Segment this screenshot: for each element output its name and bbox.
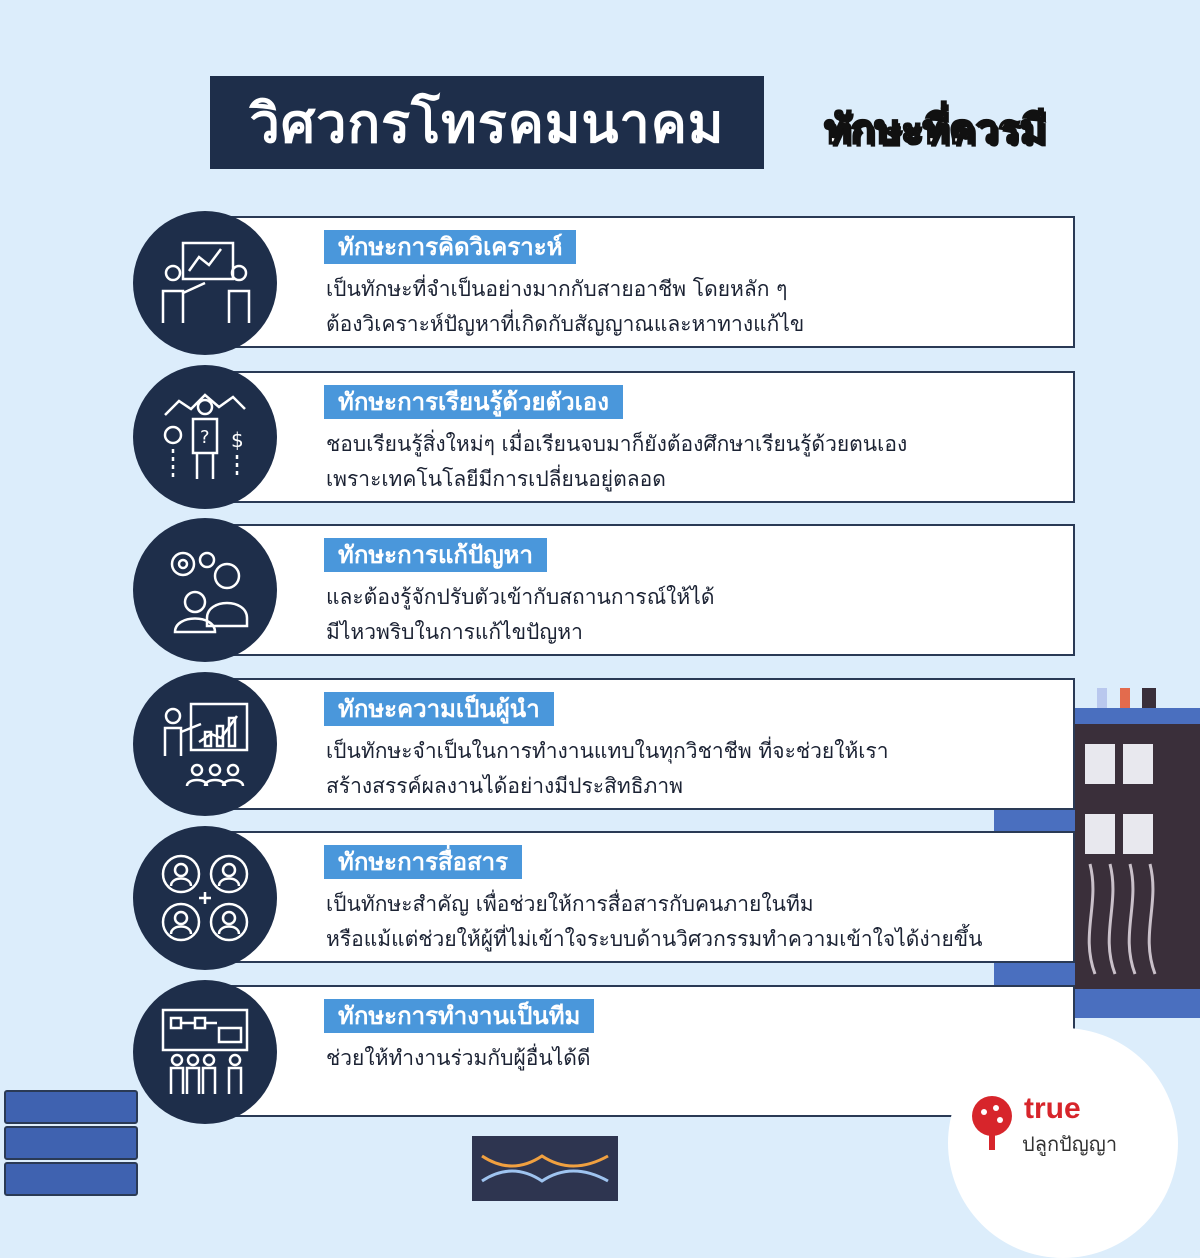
skill-desc-line: เป็นทักษะสำคัญ เพื่อช่วยให้การสื่อสารกับคนภายในทีม (326, 892, 814, 916)
svg-text:?: ? (200, 427, 210, 448)
skill-desc-line: เป็นทักษะที่จำเป็นอย่างมากกับสายอาชีพ โดยหลัก ๆ (326, 277, 788, 301)
skill-card-communication (220, 831, 1075, 963)
problem-solving-icon (133, 518, 277, 662)
skill-card-problem-solving (220, 524, 1075, 656)
page-title: วิศวกรโทรคมนาคม (210, 76, 764, 169)
page-subtitle: ทักษะที่ควรมี (824, 107, 1046, 153)
skill-heading: ทักษะการทำงานเป็นทีม (324, 999, 594, 1033)
skill-card-self-learning (220, 371, 1075, 503)
skill-heading: ทักษะการแก้ปัญหา (324, 538, 547, 572)
skill-card-teamwork (220, 985, 1075, 1117)
communication-icon (133, 826, 277, 970)
cable-stub (1097, 688, 1107, 708)
patch-panel-illustration (472, 1136, 618, 1201)
leadership-icon (133, 672, 277, 816)
skill-heading: ทักษะความเป็นผู้นำ (324, 692, 554, 726)
skill-desc-line: ต้องวิเคราะห์ปัญหาที่เกิดกับสัญญาณและหาทางแก้ไข (326, 312, 805, 336)
skill-desc-line: มีไหวพริบในการแก้ไขปัญหา (326, 620, 583, 644)
skill-desc-line: เป็นทักษะจำเป็นในการทำงานแทบในทุกวิชาชีพ ที่จะช่วยให้เรา (326, 739, 889, 763)
cable-stub (1120, 688, 1130, 708)
tree-logo-icon (966, 1094, 1018, 1160)
skill-card-leadership (220, 678, 1075, 810)
teamwork-icon (133, 980, 277, 1124)
skill-heading: ทักษะการเรียนรู้ด้วยตัวเอง (324, 385, 623, 419)
skill-desc-line: ชอบเรียนรู้สิ่งใหม่ๆ เมื่อเรียนจบมาก็ยังต้องศึกษาเรียนรู้ด้วยตนเอง (326, 432, 908, 456)
skill-heading: ทักษะการคิดวิเคราะห์ (324, 230, 576, 264)
skill-heading: ทักษะการสื่อสาร (324, 845, 522, 879)
logo-tagline: ปลูกปัญญา (1022, 1132, 1118, 1156)
skill-desc-line: สร้างสรรค์ผลงานได้อย่างมีประสิทธิภาพ (326, 774, 683, 798)
skill-card-analytical (220, 216, 1075, 348)
server-unit-icon (4, 1162, 138, 1196)
skill-desc-line: เพราะเทคโนโลยีมีการเปลี่ยนอยู่ตลอด (326, 467, 666, 491)
server-rack-cabinet (1075, 724, 1200, 989)
skill-desc-line: ช่วยให้ทำงานร่วมกับผู้อื่นได้ดี (326, 1046, 591, 1070)
logo-brand: true (1024, 1092, 1081, 1125)
server-unit-icon (4, 1126, 138, 1160)
svg-text:$: $ (231, 428, 244, 452)
self-learning-icon (133, 365, 277, 509)
presentation-icon (133, 211, 277, 355)
skill-desc-line: และต้องรู้จักปรับตัวเข้ากับสถานการณ์ให้ได้ (326, 585, 715, 609)
server-unit-icon (4, 1090, 138, 1124)
skill-desc-line: หรือแม้แต่ช่วยให้ผู้ที่ไม่เข้าใจระบบด้านวิศวกรรมทำความเข้าใจได้ง่ายขึ้น (326, 927, 983, 951)
cable-stub (1142, 688, 1156, 708)
